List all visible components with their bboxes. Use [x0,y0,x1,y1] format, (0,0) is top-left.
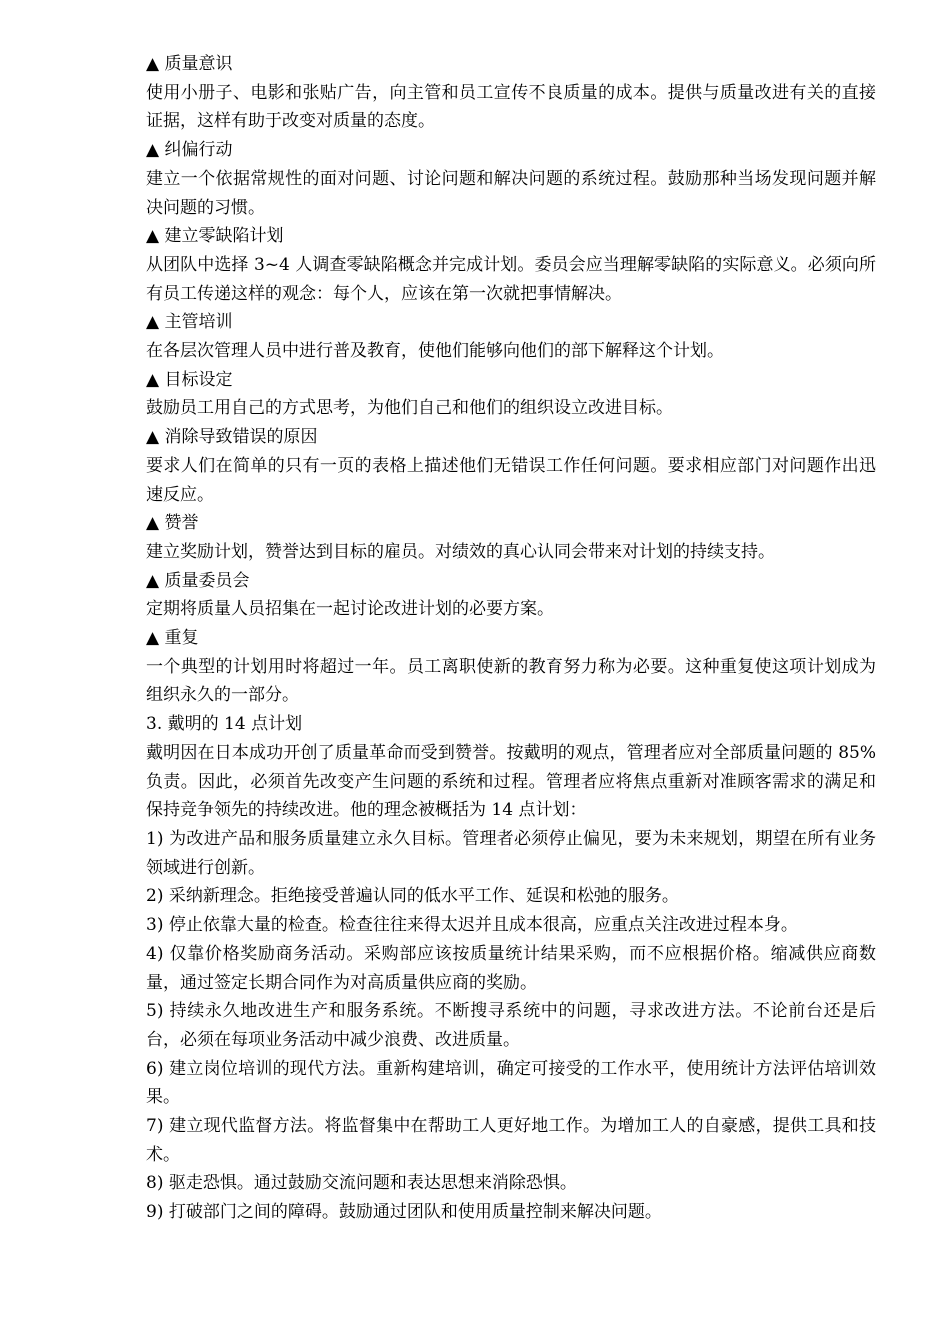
section-body-zero-defects-plan: 从团队中选择 3~4 人调查零缺陷概念并完成计划。委员会应当理解零缺陷的实际意义。必须向所有员工传递这样的观念：每个人，应该在第一次就把事情解决。 [146,254,876,304]
section-heading-quality-awareness: ▲ 质量意识 [146,54,233,74]
section-heading-quality-council: ▲ 质量委员会 [146,570,250,591]
section-heading-do-it-over: ▲ 重复 [146,628,199,649]
deming-point-7: 7) 建立现代监督方法。将监督集中在帮助工人更好地工作。为增加工人的自豪感，提供工具和技术。 [146,1116,876,1165]
section-body-quality-awareness: 使用小册子、电影和张贴广告，向主管和员工宣传不良质量的成本。提供与质量改进有关的直接证据，这样有助于改变对质量的态度。 [146,82,876,132]
section-heading-zero-defects-plan: ▲ 建立零缺陷计划 [146,226,284,247]
deming-point-2: 2) 采纳新理念。拒绝接受普遍认同的低水平工作、延误和松弛的服务。 [146,886,679,907]
section-heading-recognition: ▲ 赞誉 [146,513,199,534]
section-heading-supervisor-training: ▲ 主管培训 [146,312,233,333]
section-body-do-it-over: 一个典型的计划用时将超过一年。员工离职使新的教育努力称为必要。这种重复使这项计划成为组织永久的一部分。 [146,656,876,706]
deming-point-6: 6) 建立岗位培训的现代方法。重新构建培训，确定可接受的工作水平，使用统计方法评估培训效果。 [146,1058,876,1108]
deming-point-5: 5) 持续永久地改进生产和服务系统。不断搜寻系统中的问题，寻求改进方法。不论前台还是后台，必须在每项业务活动中减少浪费、改进质量。 [146,1001,876,1050]
section-heading-goal-setting: ▲ 目标设定 [146,369,233,390]
deming-point-4: 4) 仅靠价格奖励商务活动。采购部应该按质量统计结果采购，而不应根据价格。缩减供应商数量，通过签定长期合同作为对高质量供应商的奖励。 [146,943,876,993]
deming-point-9: 9) 打破部门之间的障碍。鼓励通过团队和使用质量控制来解决问题。 [146,1202,662,1223]
deming-heading: 3. 戴明的 14 点计划 [146,714,303,735]
section-body-goal-setting: 鼓励员工用自己的方式思考，为他们自己和他们的组织设立改进目标。 [146,398,673,419]
section-body-supervisor-training: 在各层次管理人员中进行普及教育，使他们能够向他们的部下解释这个计划。 [146,341,724,362]
section-body-recognition: 建立奖励计划，赞誉达到目标的雇员。对绩效的真心认同会带来对计划的持续支持。 [146,541,775,562]
document-page [146,50,876,1227]
section-heading-error-cause-removal: ▲ 消除导致错误的原因 [146,427,318,448]
deming-intro: 戴明因在日本成功开创了质量革命而受到赞誉。按戴明的观点，管理者应对全部质量问题的 85%负责。因此，必须首先改变产生问题的系统和过程。管理者应将焦点重新对准顾客需求的满足和保持竞争领先的持续改进。他的理念被概括为 14 点计划： [146,742,876,821]
section-body-error-cause-removal: 要求人们在简单的只有一页的表格上描述他们无错误工作任何问题。要求相应部门对问题作出迅速反应。 [146,455,876,505]
deming-point-8: 8) 驱走恐惧。通过鼓励交流问题和表达思想来消除恐惧。 [146,1173,577,1194]
section-body-corrective-action: 建立一个依据常规性的面对问题、讨论问题和解决问题的系统过程。鼓励那种当场发现问题并解决问题的习惯。 [146,168,876,218]
deming-point-1: 1) 为改进产品和服务质量建立永久目标。管理者必须停止偏见，要为未来规划，期望在所有业务领域进行创新。 [146,828,876,878]
section-body-quality-council: 定期将质量人员招集在一起讨论改进计划的必要方案。 [146,599,554,620]
deming-point-3: 3) 停止依靠大量的检查。检查往往来得太迟并且成本很高，应重点关注改进过程本身。 [146,915,798,936]
section-heading-corrective-action: ▲ 纠偏行动 [146,140,233,161]
